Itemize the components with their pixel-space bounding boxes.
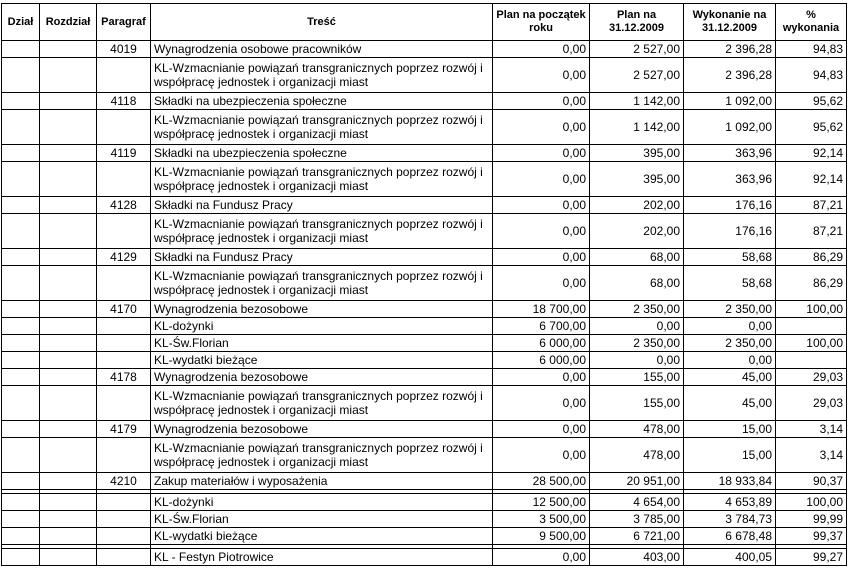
cell-plan-end: 0,00: [590, 318, 684, 335]
cell-dzial: [2, 197, 40, 214]
table-row: [2, 58, 847, 93]
cell-procent: 3,14: [776, 421, 847, 438]
cell-rozdzial: [40, 249, 97, 266]
cell-plan-end: 6 721,00: [590, 528, 684, 545]
table-row: [2, 473, 847, 490]
cell-procent: 87,21: [776, 197, 847, 214]
cell-rozdzial: [40, 438, 97, 473]
header-wykonanie: Wykonanie na 31.12.2009: [684, 4, 776, 41]
cell-plan-start: 6 000,00: [493, 352, 590, 369]
cell-rozdzial: [40, 335, 97, 352]
cell-wykonanie: 2 350,00: [684, 301, 776, 318]
cell-tresc: Wynagrodzenia bezosobowe: [151, 301, 493, 318]
cell-tresc: KL-Wzmacnianie powiązań transgranicznych poprzez rozwój i współpracę jednostek i organizacji miast: [151, 438, 493, 473]
table-row: [2, 494, 847, 511]
cell-tresc: Składki na Fundusz Pracy: [151, 197, 493, 214]
cell-plan-start: 3 500,00: [493, 511, 590, 528]
cell-paragraf: [97, 352, 151, 369]
cell-paragraf: [97, 494, 151, 511]
cell-plan-start: 0,00: [493, 266, 590, 301]
cell-rozdzial: [40, 266, 97, 301]
cell-procent: 92,14: [776, 162, 847, 197]
header-dzial: Dział: [2, 4, 40, 41]
cell-plan-end: 478,00: [590, 438, 684, 473]
cell-plan-end: 4 654,00: [590, 494, 684, 511]
cell-plan-end: 478,00: [590, 421, 684, 438]
cell-paragraf: [97, 386, 151, 421]
cell-rozdzial: [40, 528, 97, 545]
cell-plan-start: 0,00: [493, 438, 590, 473]
cell-plan-end: 0,00: [590, 352, 684, 369]
cell-paragraf: [97, 335, 151, 352]
cell-paragraf: [97, 266, 151, 301]
cell-dzial: [2, 110, 40, 145]
cell-tresc: Wynagrodzenia bezosobowe: [151, 421, 493, 438]
cell-dzial: [2, 473, 40, 490]
cell-wykonanie: 2 396,28: [684, 41, 776, 58]
cell-paragraf: 4119: [97, 145, 151, 162]
cell-paragraf: [97, 511, 151, 528]
cell-procent: 99,27: [776, 549, 847, 566]
cell-rozdzial: [40, 549, 97, 566]
cell-rozdzial: [40, 494, 97, 511]
cell-plan-start: 0,00: [493, 41, 590, 58]
cell-plan-end: 2 527,00: [590, 58, 684, 93]
cell-plan-start: 0,00: [493, 386, 590, 421]
cell-tresc: KL-Wzmacnianie powiązań transgranicznych poprzez rozwój i współpracę jednostek i organizacji miast: [151, 162, 493, 197]
cell-rozdzial: [40, 318, 97, 335]
table-row: [2, 421, 847, 438]
cell-paragraf: [97, 214, 151, 249]
table-row: [2, 93, 847, 110]
cell-dzial: [2, 301, 40, 318]
table-row: [2, 335, 847, 352]
table-row: [2, 386, 847, 421]
header-plan-start: Plan na początek roku: [493, 4, 590, 41]
cell-wykonanie: 45,00: [684, 369, 776, 386]
cell-dzial: [2, 369, 40, 386]
table-row: [2, 214, 847, 249]
cell-procent: 90,37: [776, 473, 847, 490]
cell-plan-start: 0,00: [493, 145, 590, 162]
cell-plan-start: 0,00: [493, 421, 590, 438]
cell-procent: 94,83: [776, 41, 847, 58]
cell-dzial: [2, 58, 40, 93]
cell-tresc: KL-wydatki bieżące: [151, 352, 493, 369]
cell-procent: 3,14: [776, 438, 847, 473]
cell-plan-end: 155,00: [590, 386, 684, 421]
cell-dzial: [2, 318, 40, 335]
header-row: [2, 4, 847, 41]
cell-tresc: KL - Festyn Piotrowice: [151, 549, 493, 566]
cell-rozdzial: [40, 197, 97, 214]
cell-procent: 87,21: [776, 214, 847, 249]
cell-wykonanie: 15,00: [684, 438, 776, 473]
cell-rozdzial: [40, 386, 97, 421]
cell-wykonanie: 176,16: [684, 214, 776, 249]
cell-rozdzial: [40, 214, 97, 249]
cell-paragraf: 4210: [97, 473, 151, 490]
cell-wykonanie: 0,00: [684, 352, 776, 369]
cell-wykonanie: 400,05: [684, 549, 776, 566]
cell-tresc: KL-Wzmacnianie powiązań transgranicznych poprzez rozwój i współpracę jednostek i organizacji miast: [151, 110, 493, 145]
cell-rozdzial: [40, 41, 97, 58]
cell-paragraf: [97, 162, 151, 197]
cell-rozdzial: [40, 473, 97, 490]
table-row: [2, 110, 847, 145]
table-body: [2, 41, 847, 566]
cell-procent: 29,03: [776, 386, 847, 421]
cell-tresc: KL-Św.Florian: [151, 511, 493, 528]
cell-plan-start: 0,00: [493, 249, 590, 266]
cell-plan-start: 0,00: [493, 58, 590, 93]
budget-table: [1, 3, 847, 566]
table-row: [2, 197, 847, 214]
cell-plan-end: 202,00: [590, 197, 684, 214]
cell-plan-start: 9 500,00: [493, 528, 590, 545]
cell-wykonanie: 2 396,28: [684, 58, 776, 93]
table-row: [2, 41, 847, 58]
cell-wykonanie: 3 784,73: [684, 511, 776, 528]
cell-plan-end: 68,00: [590, 266, 684, 301]
cell-procent: 86,29: [776, 266, 847, 301]
cell-dzial: [2, 266, 40, 301]
cell-paragraf: [97, 528, 151, 545]
cell-tresc: Składki na ubezpieczenia społeczne: [151, 93, 493, 110]
table-row: [2, 301, 847, 318]
cell-dzial: [2, 41, 40, 58]
cell-wykonanie: 58,68: [684, 249, 776, 266]
cell-plan-start: 6 700,00: [493, 318, 590, 335]
cell-wykonanie: 1 092,00: [684, 110, 776, 145]
cell-tresc: KL-Wzmacnianie powiązań transgranicznych poprzez rozwój i współpracę jednostek i organizacji miast: [151, 386, 493, 421]
cell-dzial: [2, 421, 40, 438]
cell-plan-start: 0,00: [493, 162, 590, 197]
cell-procent: 86,29: [776, 249, 847, 266]
table-row: [2, 528, 847, 545]
cell-rozdzial: [40, 58, 97, 93]
cell-wykonanie: 1 092,00: [684, 93, 776, 110]
cell-plan-start: 6 000,00: [493, 335, 590, 352]
cell-tresc: Wynagrodzenia bezosobowe: [151, 369, 493, 386]
cell-wykonanie: 363,96: [684, 162, 776, 197]
cell-paragraf: 4170: [97, 301, 151, 318]
cell-rozdzial: [40, 369, 97, 386]
cell-dzial: [2, 214, 40, 249]
table-row: [2, 162, 847, 197]
cell-procent: 94,83: [776, 58, 847, 93]
cell-procent: 95,62: [776, 93, 847, 110]
cell-plan-end: 3 785,00: [590, 511, 684, 528]
cell-plan-start: 12 500,00: [493, 494, 590, 511]
cell-wykonanie: 6 678,48: [684, 528, 776, 545]
cell-tresc: Wynagrodzenia osobowe pracowników: [151, 41, 493, 58]
cell-paragraf: 4118: [97, 93, 151, 110]
cell-procent: 100,00: [776, 301, 847, 318]
cell-plan-start: 18 700,00: [493, 301, 590, 318]
cell-paragraf: [97, 110, 151, 145]
cell-paragraf: [97, 58, 151, 93]
cell-wykonanie: 2 350,00: [684, 335, 776, 352]
cell-plan-start: 28 500,00: [493, 473, 590, 490]
cell-plan-start: 0,00: [493, 214, 590, 249]
table-row: [2, 249, 847, 266]
cell-plan-end: 20 951,00: [590, 473, 684, 490]
cell-procent: 95,62: [776, 110, 847, 145]
header-rozdzial: Rozdział: [40, 4, 97, 41]
cell-wykonanie: 176,16: [684, 197, 776, 214]
table-row: [2, 352, 847, 369]
cell-tresc: KL-dożynki: [151, 318, 493, 335]
cell-wykonanie: 4 653,89: [684, 494, 776, 511]
header-procent: % wykonania: [776, 4, 847, 41]
cell-rozdzial: [40, 110, 97, 145]
cell-plan-end: 403,00: [590, 549, 684, 566]
cell-dzial: [2, 352, 40, 369]
cell-tresc: KL-wydatki bieżące: [151, 528, 493, 545]
cell-plan-end: 395,00: [590, 162, 684, 197]
cell-plan-end: 202,00: [590, 214, 684, 249]
cell-dzial: [2, 145, 40, 162]
cell-plan-start: 0,00: [493, 369, 590, 386]
cell-plan-end: 68,00: [590, 249, 684, 266]
cell-tresc: KL-Wzmacnianie powiązań transgranicznych poprzez rozwój i współpracę jednostek i organizacji miast: [151, 214, 493, 249]
table-row: [2, 511, 847, 528]
cell-wykonanie: 0,00: [684, 318, 776, 335]
cell-dzial: [2, 162, 40, 197]
cell-rozdzial: [40, 162, 97, 197]
cell-plan-end: 1 142,00: [590, 110, 684, 145]
cell-dzial: [2, 386, 40, 421]
cell-plan-end: 1 142,00: [590, 93, 684, 110]
cell-procent: 29,03: [776, 369, 847, 386]
cell-tresc: Zakup materiałów i wyposażenia: [151, 473, 493, 490]
cell-plan-start: 0,00: [493, 93, 590, 110]
cell-rozdzial: [40, 145, 97, 162]
cell-wykonanie: 58,68: [684, 266, 776, 301]
cell-tresc: Składki na ubezpieczenia społeczne: [151, 145, 493, 162]
cell-procent: 100,00: [776, 335, 847, 352]
cell-dzial: [2, 249, 40, 266]
cell-rozdzial: [40, 93, 97, 110]
cell-plan-end: 2 350,00: [590, 301, 684, 318]
cell-procent: 100,00: [776, 494, 847, 511]
table-row: [2, 438, 847, 473]
cell-plan-start: 0,00: [493, 197, 590, 214]
cell-rozdzial: [40, 301, 97, 318]
cell-procent: [776, 352, 847, 369]
cell-dzial: [2, 438, 40, 473]
cell-procent: 99,37: [776, 528, 847, 545]
cell-tresc: KL-Wzmacnianie powiązań transgranicznych poprzez rozwój i współpracę jednostek i organizacji miast: [151, 266, 493, 301]
cell-wykonanie: 15,00: [684, 421, 776, 438]
cell-plan-end: 2 527,00: [590, 41, 684, 58]
header-paragraf: Paragraf: [97, 4, 151, 41]
header-plan-end: Plan na 31.12.2009: [590, 4, 684, 41]
cell-rozdzial: [40, 352, 97, 369]
table-row: [2, 145, 847, 162]
cell-plan-start: 0,00: [493, 549, 590, 566]
cell-wykonanie: 363,96: [684, 145, 776, 162]
cell-plan-end: 2 350,00: [590, 335, 684, 352]
cell-wykonanie: 45,00: [684, 386, 776, 421]
cell-dzial: [2, 93, 40, 110]
cell-tresc: Składki na Fundusz Pracy: [151, 249, 493, 266]
table-row: [2, 549, 847, 566]
cell-procent: 92,14: [776, 145, 847, 162]
cell-paragraf: [97, 549, 151, 566]
cell-paragraf: 4179: [97, 421, 151, 438]
cell-paragraf: 4129: [97, 249, 151, 266]
cell-procent: 99,99: [776, 511, 847, 528]
cell-tresc: KL-Św.Florian: [151, 335, 493, 352]
cell-plan-start: 0,00: [493, 110, 590, 145]
cell-procent: [776, 318, 847, 335]
cell-rozdzial: [40, 511, 97, 528]
cell-dzial: [2, 528, 40, 545]
cell-paragraf: 4019: [97, 41, 151, 58]
table-row: [2, 318, 847, 335]
cell-dzial: [2, 511, 40, 528]
cell-dzial: [2, 335, 40, 352]
cell-wykonanie: 18 933,84: [684, 473, 776, 490]
cell-plan-end: 155,00: [590, 369, 684, 386]
header-tresc: Treść: [151, 4, 493, 41]
cell-dzial: [2, 494, 40, 511]
cell-rozdzial: [40, 421, 97, 438]
cell-tresc: KL-dożynki: [151, 494, 493, 511]
cell-paragraf: [97, 438, 151, 473]
cell-paragraf: 4128: [97, 197, 151, 214]
cell-paragraf: [97, 318, 151, 335]
cell-tresc: KL-Wzmacnianie powiązań transgranicznych poprzez rozwój i współpracę jednostek i organizacji miast: [151, 58, 493, 93]
table-row: [2, 369, 847, 386]
cell-dzial: [2, 549, 40, 566]
table-row: [2, 266, 847, 301]
cell-paragraf: 4178: [97, 369, 151, 386]
cell-plan-end: 395,00: [590, 145, 684, 162]
